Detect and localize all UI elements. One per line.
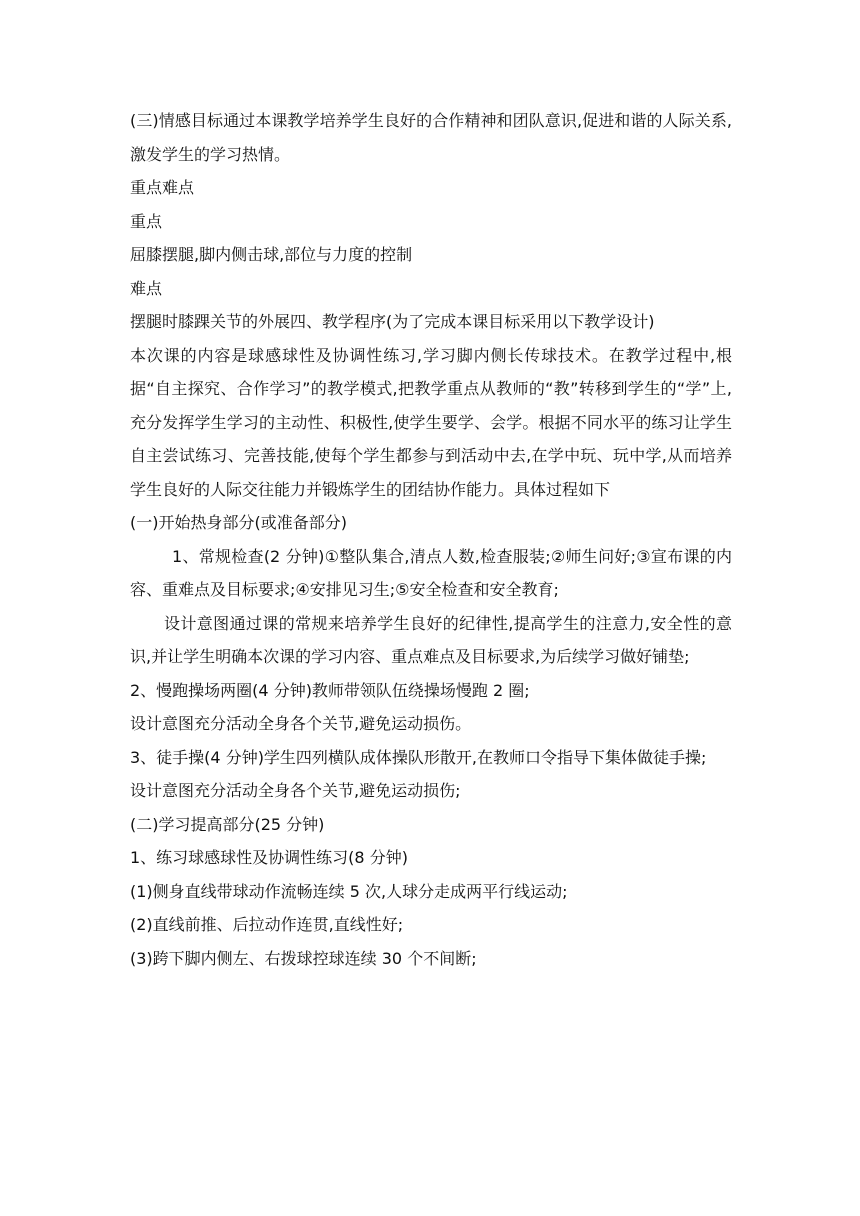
paragraph-routine-check: 1、常规检查(2 分钟)①整队集合,清点人数,检查服装;②师生问好;③宣布课的内容、重难点及目标要求;④安排见习生;⑤安全检查和安全教育; [130, 546, 732, 599]
paragraph-key-points: 屈膝摆腿,脚内侧击球,部位与力度的控制 [130, 245, 413, 264]
paragraph-emotional-goal: (三)情感目标通过本课教学培养学生良好的合作精神和团队意识,促进和谐的人际关系,激发学生的学习热情。 [130, 111, 732, 164]
heading-difficult-points: 难点 [130, 278, 163, 298]
paragraph-difficult-points: 摆腿时膝踝关节的外展四、教学程序(为了完成本课目标采用以下教学设计) [130, 312, 655, 331]
paragraph-design-intent-routine: 设计意图通过课的常规来培养学生良好的纪律性,提高学生的注意力,安全性的意识,并让学生明确本次课的学习内容、重点难点及目标要求,为后续学习做好铺垫; [130, 613, 732, 666]
paragraph-design-intent-jogging: 设计意图充分活动全身各个关节,避免运动损伤。 [130, 714, 472, 733]
heading-warmup-section: (一)开始热身部分(或准备部分) [130, 513, 347, 532]
heading-learning-section: (二)学习提高部分(25 分钟) [130, 814, 325, 834]
paragraph-freehand-exercise: 3、徒手操(4 分钟)学生四列横队成体操队形散开,在教师口令指导下集体做徒手操; [130, 747, 707, 767]
heading-key-points: 重点 [130, 211, 163, 231]
paragraph-jogging: 2、慢跑操场两圈(4 分钟)教师带领队伍绕操场慢跑 2 圈; [130, 680, 530, 700]
list-item-1: (1)侧身直线带球动作流畅连续 5 次,人球分走成两平行线运动; [130, 881, 568, 901]
paragraph-ball-feel-practice: 1、练习球感球性及协调性练习(8 分钟) [130, 848, 408, 867]
list-item-2: (2)直线前推、后拉动作连贯,直线性好; [130, 915, 404, 934]
heading-key-difficult-points: 重点难点 [130, 178, 195, 197]
document-body [130, 104, 732, 975]
paragraph-design-intent-exercise: 设计意图充分活动全身各个关节,避免运动损伤; [130, 781, 461, 800]
paragraph-lesson-overview: 本次课的内容是球感球性及协调性练习,学习脚内侧长传球技术。在教学过程中,根据“自主探究、合作学习”的教学模式,把教学重点从教师的“教”转移到学生的“学”上,充分发挥学生学习的主动性、积极性,使学生要学、会学。根据不同水平的练习让学生自主尝试练习、完善技能,使每个学生都参与到活动中去,在学中玩、玩中学,从而培养学生良好的人际交往能力并锻炼学生的团结协作能力。具体过程如下 [130, 345, 732, 499]
list-item-3: (3)跨下脚内侧左、右拨球控球连续 30 个不间断; [130, 948, 477, 968]
